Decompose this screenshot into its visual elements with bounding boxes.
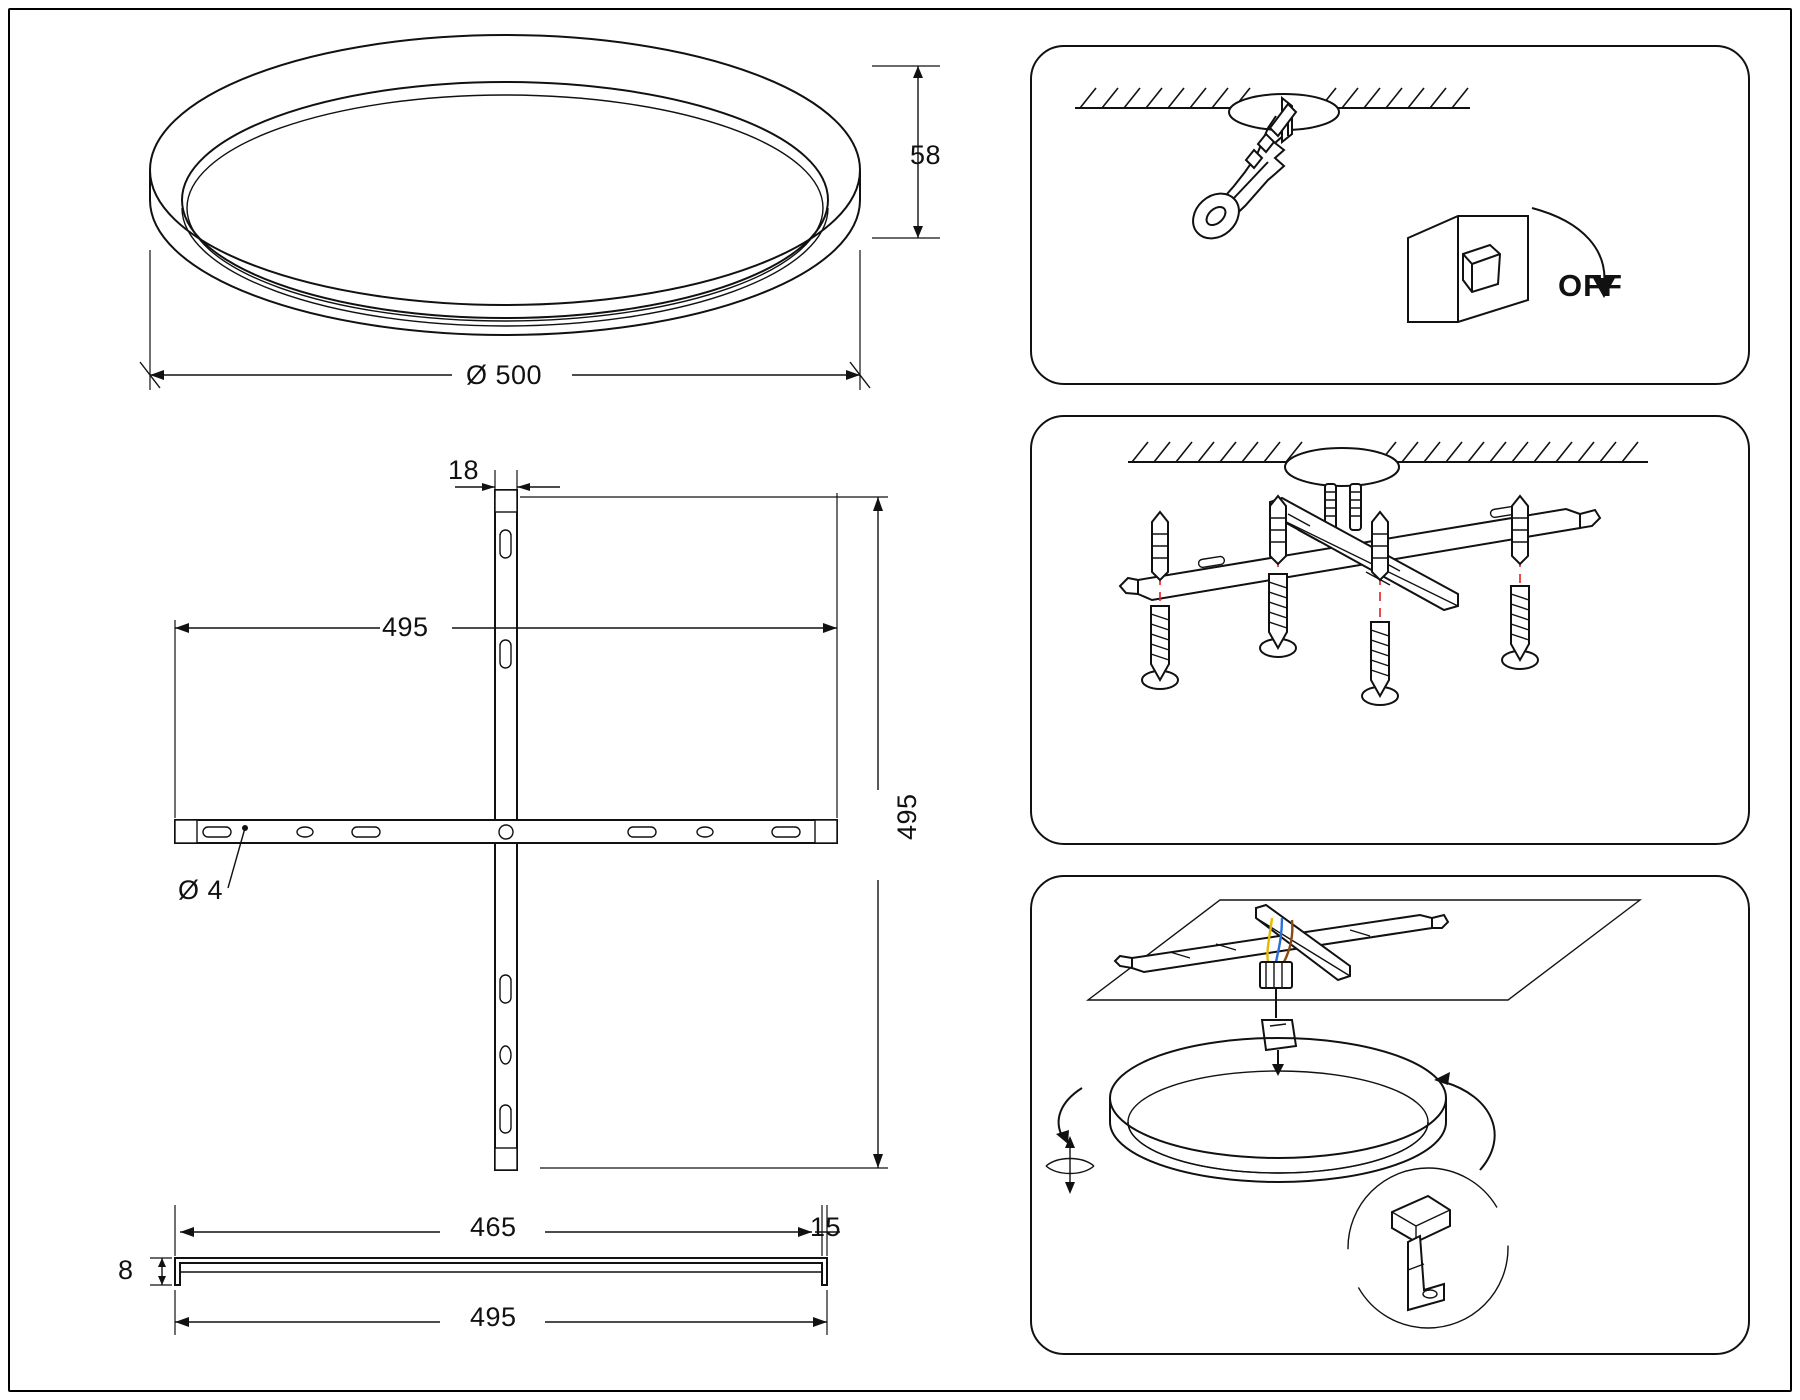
wall-switch-icon [1408, 216, 1528, 322]
ceiling-icon [1128, 442, 1648, 486]
dim-label-diameter-500: Ø 500 [466, 360, 543, 390]
dim-label-horizontal-495: 495 [382, 612, 429, 642]
ceiling-plane-icon [1088, 900, 1640, 1000]
screw-icon [1142, 574, 1538, 705]
dim-label-hole-diameter-4: Ø 4 [178, 875, 224, 905]
detail-circle-icon [1348, 1168, 1508, 1328]
dim-label-overall-495: 495 [470, 1302, 517, 1332]
dim-label-vertical-495: 495 [892, 793, 922, 840]
step-1-graphics [1020, 40, 1780, 420]
mounting-bracket-side-view [175, 1258, 827, 1285]
step-off-label: OFF [1558, 268, 1623, 303]
step-3-graphics [1020, 870, 1780, 1390]
dim-label-8: 8 [118, 1255, 134, 1285]
dim-label-465: 465 [470, 1212, 517, 1242]
mounting-bracket-plan-view [175, 490, 837, 1170]
dim-label-15: 15 [810, 1212, 842, 1242]
fixture-3d-view [150, 35, 860, 335]
step-2-graphics [1020, 410, 1780, 880]
dim-label-width-18: 18 [448, 455, 480, 485]
dim-label-height-58: 58 [910, 140, 942, 170]
cable-outlet-icon [1325, 484, 1361, 530]
